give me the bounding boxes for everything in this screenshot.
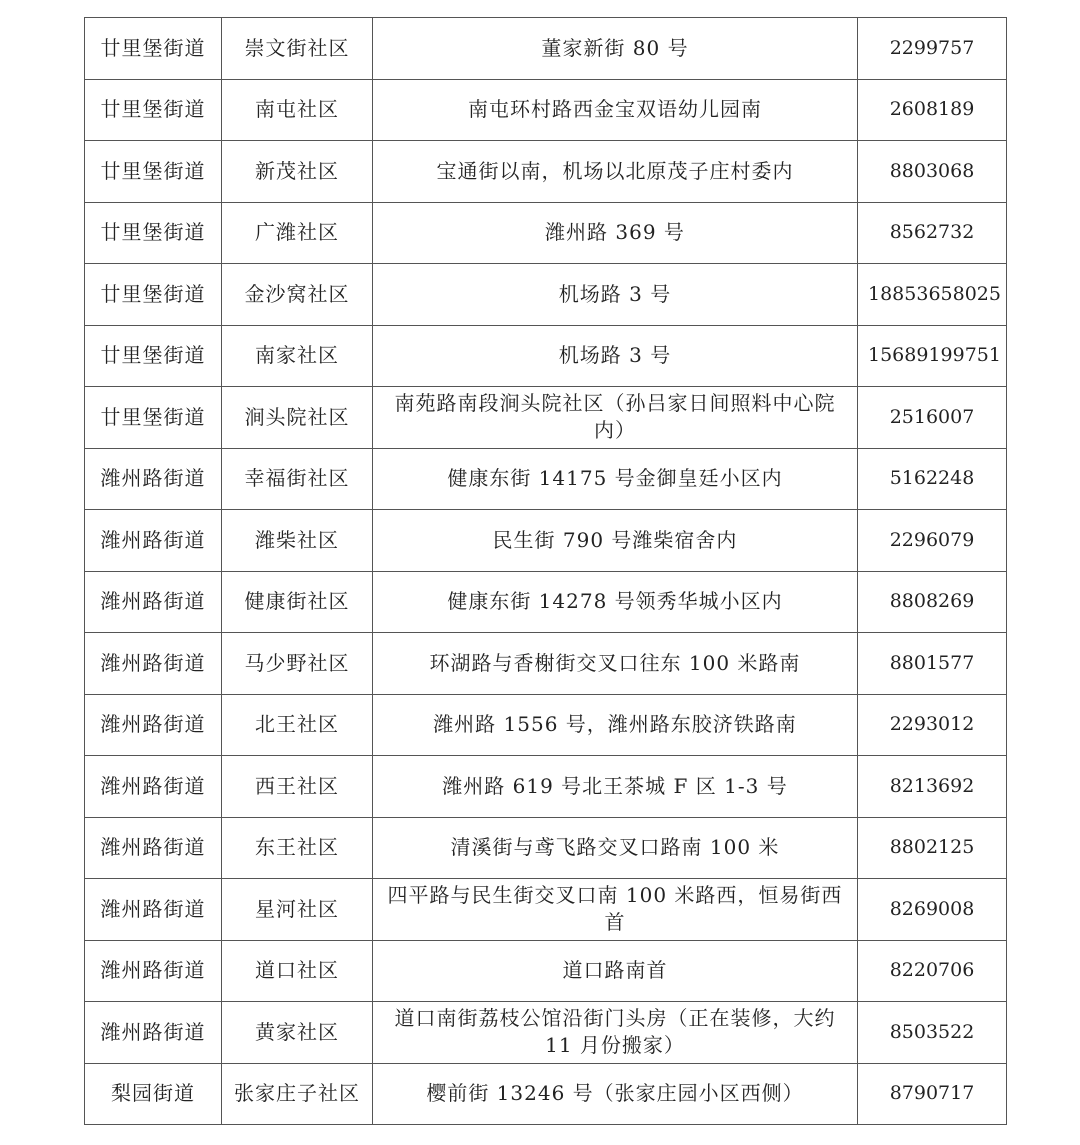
- address-cell: 潍州路 619 号北王茶城 F 区 1-3 号: [373, 756, 858, 818]
- address-cell: 机场路 3 号: [373, 325, 858, 387]
- street-cell: 廿里堡街道: [85, 387, 222, 449]
- phone-cell: 2299757: [858, 18, 1007, 80]
- community-cell: 崇文街社区: [222, 18, 373, 80]
- community-cell: 西王社区: [222, 756, 373, 818]
- address-cell: 四平路与民生街交叉口南 100 米路西，恒易街西首: [373, 879, 858, 941]
- phone-cell: 8503522: [858, 1002, 1007, 1064]
- address-cell: 樱前街 13246 号（张家庄园小区西侧）: [373, 1063, 858, 1125]
- community-cell: 东王社区: [222, 817, 373, 879]
- table-row: [85, 694, 1007, 756]
- table-row: [85, 387, 1007, 449]
- table-row: [85, 448, 1007, 510]
- table-row: [85, 817, 1007, 879]
- address-cell: 潍州路 1556 号，潍州路东胶济铁路南: [373, 694, 858, 756]
- street-cell: 廿里堡街道: [85, 18, 222, 80]
- address-cell: 健康东街 14175 号金御皇廷小区内: [373, 448, 858, 510]
- address-cell: 机场路 3 号: [373, 264, 858, 326]
- community-cell: 星河社区: [222, 879, 373, 941]
- address-cell: 环湖路与香榭街交叉口往东 100 米路南: [373, 633, 858, 695]
- phone-cell: 15689199751: [858, 325, 1007, 387]
- table-row: [85, 1002, 1007, 1064]
- community-table: [84, 17, 1007, 1125]
- phone-cell: 8790717: [858, 1063, 1007, 1125]
- community-cell: 马少野社区: [222, 633, 373, 695]
- address-cell: 南屯环村路西金宝双语幼儿园南: [373, 79, 858, 141]
- table-body: [85, 18, 1007, 1125]
- community-cell: 黄家社区: [222, 1002, 373, 1064]
- table-row: [85, 79, 1007, 141]
- street-cell: 梨园街道: [85, 1063, 222, 1125]
- table-row: [85, 141, 1007, 203]
- phone-cell: 8808269: [858, 571, 1007, 633]
- street-cell: 廿里堡街道: [85, 141, 222, 203]
- street-cell: 潍州路街道: [85, 940, 222, 1002]
- street-cell: 潍州路街道: [85, 571, 222, 633]
- table-row: [85, 18, 1007, 80]
- address-cell: 道口路南首: [373, 940, 858, 1002]
- address-cell: 潍州路 369 号: [373, 202, 858, 264]
- community-cell: 幸福街社区: [222, 448, 373, 510]
- community-cell: 金沙窝社区: [222, 264, 373, 326]
- phone-cell: 8213692: [858, 756, 1007, 818]
- table-row: [85, 756, 1007, 818]
- phone-cell: 18853658025: [858, 264, 1007, 326]
- phone-cell: 8802125: [858, 817, 1007, 879]
- address-cell: 民生街 790 号潍柴宿舍内: [373, 510, 858, 572]
- street-cell: 潍州路街道: [85, 1002, 222, 1064]
- phone-cell: 8269008: [858, 879, 1007, 941]
- table-row: [85, 879, 1007, 941]
- community-table-container: [84, 17, 1007, 1125]
- table-row: [85, 325, 1007, 387]
- address-cell: 道口南街荔枝公馆沿街门头房（正在装修，大约 11 月份搬家）: [373, 1002, 858, 1064]
- table-row: [85, 633, 1007, 695]
- street-cell: 潍州路街道: [85, 756, 222, 818]
- community-cell: 道口社区: [222, 940, 373, 1002]
- street-cell: 廿里堡街道: [85, 202, 222, 264]
- community-cell: 北王社区: [222, 694, 373, 756]
- table-row: [85, 202, 1007, 264]
- address-cell: 南苑路南段涧头院社区（孙吕家日间照料中心院内）: [373, 387, 858, 449]
- table-row: [85, 571, 1007, 633]
- community-cell: 涧头院社区: [222, 387, 373, 449]
- phone-cell: 8562732: [858, 202, 1007, 264]
- street-cell: 廿里堡街道: [85, 264, 222, 326]
- community-cell: 新茂社区: [222, 141, 373, 203]
- street-cell: 潍州路街道: [85, 879, 222, 941]
- phone-cell: 8801577: [858, 633, 1007, 695]
- street-cell: 潍州路街道: [85, 510, 222, 572]
- phone-cell: 8803068: [858, 141, 1007, 203]
- address-cell: 董家新街 80 号: [373, 18, 858, 80]
- phone-cell: 2608189: [858, 79, 1007, 141]
- street-cell: 潍州路街道: [85, 694, 222, 756]
- community-cell: 潍柴社区: [222, 510, 373, 572]
- community-cell: 张家庄子社区: [222, 1063, 373, 1125]
- phone-cell: 2293012: [858, 694, 1007, 756]
- table-row: [85, 1063, 1007, 1125]
- phone-cell: 2516007: [858, 387, 1007, 449]
- street-cell: 廿里堡街道: [85, 79, 222, 141]
- street-cell: 潍州路街道: [85, 817, 222, 879]
- community-cell: 南家社区: [222, 325, 373, 387]
- address-cell: 清溪街与鸢飞路交叉口路南 100 米: [373, 817, 858, 879]
- table-row: [85, 264, 1007, 326]
- table-row: [85, 940, 1007, 1002]
- address-cell: 宝通街以南，机场以北原茂子庄村委内: [373, 141, 858, 203]
- community-cell: 健康街社区: [222, 571, 373, 633]
- phone-cell: 5162248: [858, 448, 1007, 510]
- address-cell: 健康东街 14278 号领秀华城小区内: [373, 571, 858, 633]
- street-cell: 潍州路街道: [85, 448, 222, 510]
- community-cell: 南屯社区: [222, 79, 373, 141]
- phone-cell: 2296079: [858, 510, 1007, 572]
- street-cell: 潍州路街道: [85, 633, 222, 695]
- phone-cell: 8220706: [858, 940, 1007, 1002]
- street-cell: 廿里堡街道: [85, 325, 222, 387]
- community-cell: 广潍社区: [222, 202, 373, 264]
- table-row: [85, 510, 1007, 572]
